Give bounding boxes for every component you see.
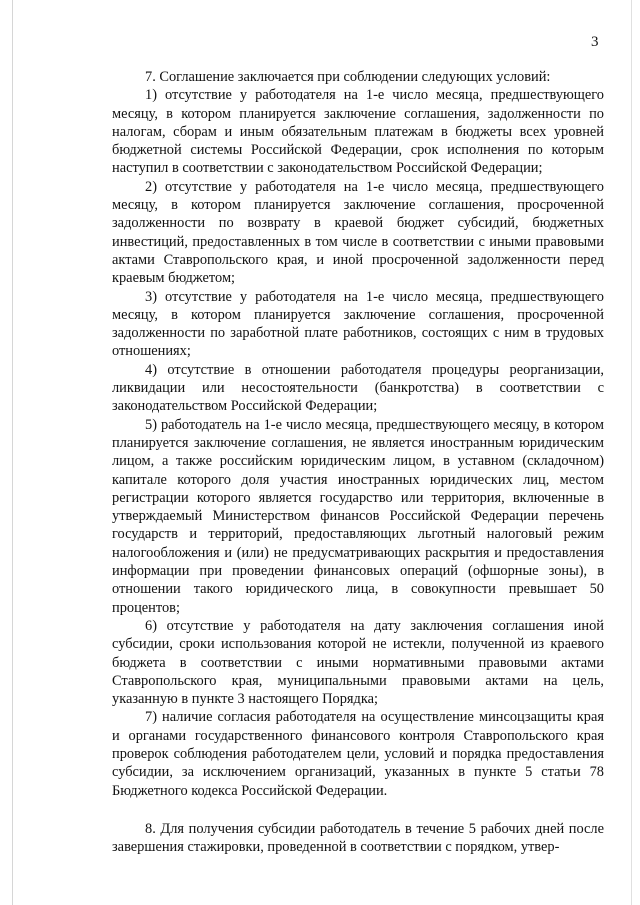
paragraph-clause-8: 8. Для получения субсидии работодатель в течение 5 рабочих дней после завершения стажировки, проведенной в соответствии с порядком, утвер- <box>112 820 604 856</box>
paragraph-condition-7: 7) наличие согласия работодателя на осуществление минсоцзащиты края и органами государственного финансового контроля Ставропольского края проверок соблюдения работодателем цели, условий и порядка предоставления субсидии, за исключением организаций, указанных в пункте 5 статьи 78 Бюджетного кодекса Российской Федерации. <box>112 709 604 799</box>
paragraph-clause-7: 7. Соглашение заключается при соблюдении следующих условий: <box>145 69 551 85</box>
paragraph-condition-3: 3) отсутствие у работодателя на 1-е число месяца, предшествующего месяцу, в котором планируется заключение соглашения, просроченной задолженности по заработной плате работников, состоящих с ним в трудовых отношениях; <box>112 288 604 360</box>
paragraph-condition-4: 4) отсутствие в отношении работодателя процедуры реорганизации, ликвидации или несостоятельности (банкротства) в соответствии с законодательством Российской Федерации; <box>112 361 604 415</box>
paragraph-condition-5: 5) работодатель на 1-е число месяца, предшествующего месяцу, в котором планируется заключение соглашения, не является иностранным юридическим лицом, а также российским юридическим лицом, в уставном (складочном) капитале которого доля участия иностранных юридических лиц, местом регистрации которого является государство или территория, включенные в утверждаемый Министерством финансов Российской Федерации перечень государств и территорий, предоставляющих льготный налоговый режим налогообложения и (или) не предусматривающих раскрытия и предоставления информации при проведении финансовых операций (офшорные зоны), в отношении такого юридического лица, в совокупности превышает 50 процентов; <box>112 416 604 616</box>
paragraph-gap <box>112 800 604 820</box>
paragraph-condition-6: 6) отсутствие у работодателя на дату заключения соглашения иной субсидии, сроки использования которой не истекли, полученной из краевого бюджета в соответствии с иными нормативными правовыми актами Ставропольского края, муниципальными правовыми актами на цель, указанную в пункте 3 настоящего Порядка; <box>112 617 604 708</box>
paragraph-condition-1: 1) отсутствие у работодателя на 1-е число месяца, предшествующего месяцу, в котором планируется заключение соглашения, задолженности по налогам, сборам и иным обязательным платежам в бюджеты всех уровней бюджетной системы Российской Федерации, срок исполнения по которым наступил в соответствии с законодательством Российской Федерации; <box>112 87 604 177</box>
scan-edge-line <box>12 0 13 905</box>
document-body <box>112 68 604 856</box>
scan-edge-line-right <box>631 0 632 905</box>
page-number: 3 <box>591 34 599 50</box>
paragraph-condition-2: 2) отсутствие у работодателя на 1-е число месяца, предшествующего месяцу, в котором планируется заключение соглашения, просроченной задолженности по возврату в краевой бюджет субсидий, бюджетных инвестиций, предоставленных в том числе в соответствии с иными правовыми актами Ставропольского края, и иной просроченной задолженности перед краевым бюджетом; <box>112 178 604 287</box>
